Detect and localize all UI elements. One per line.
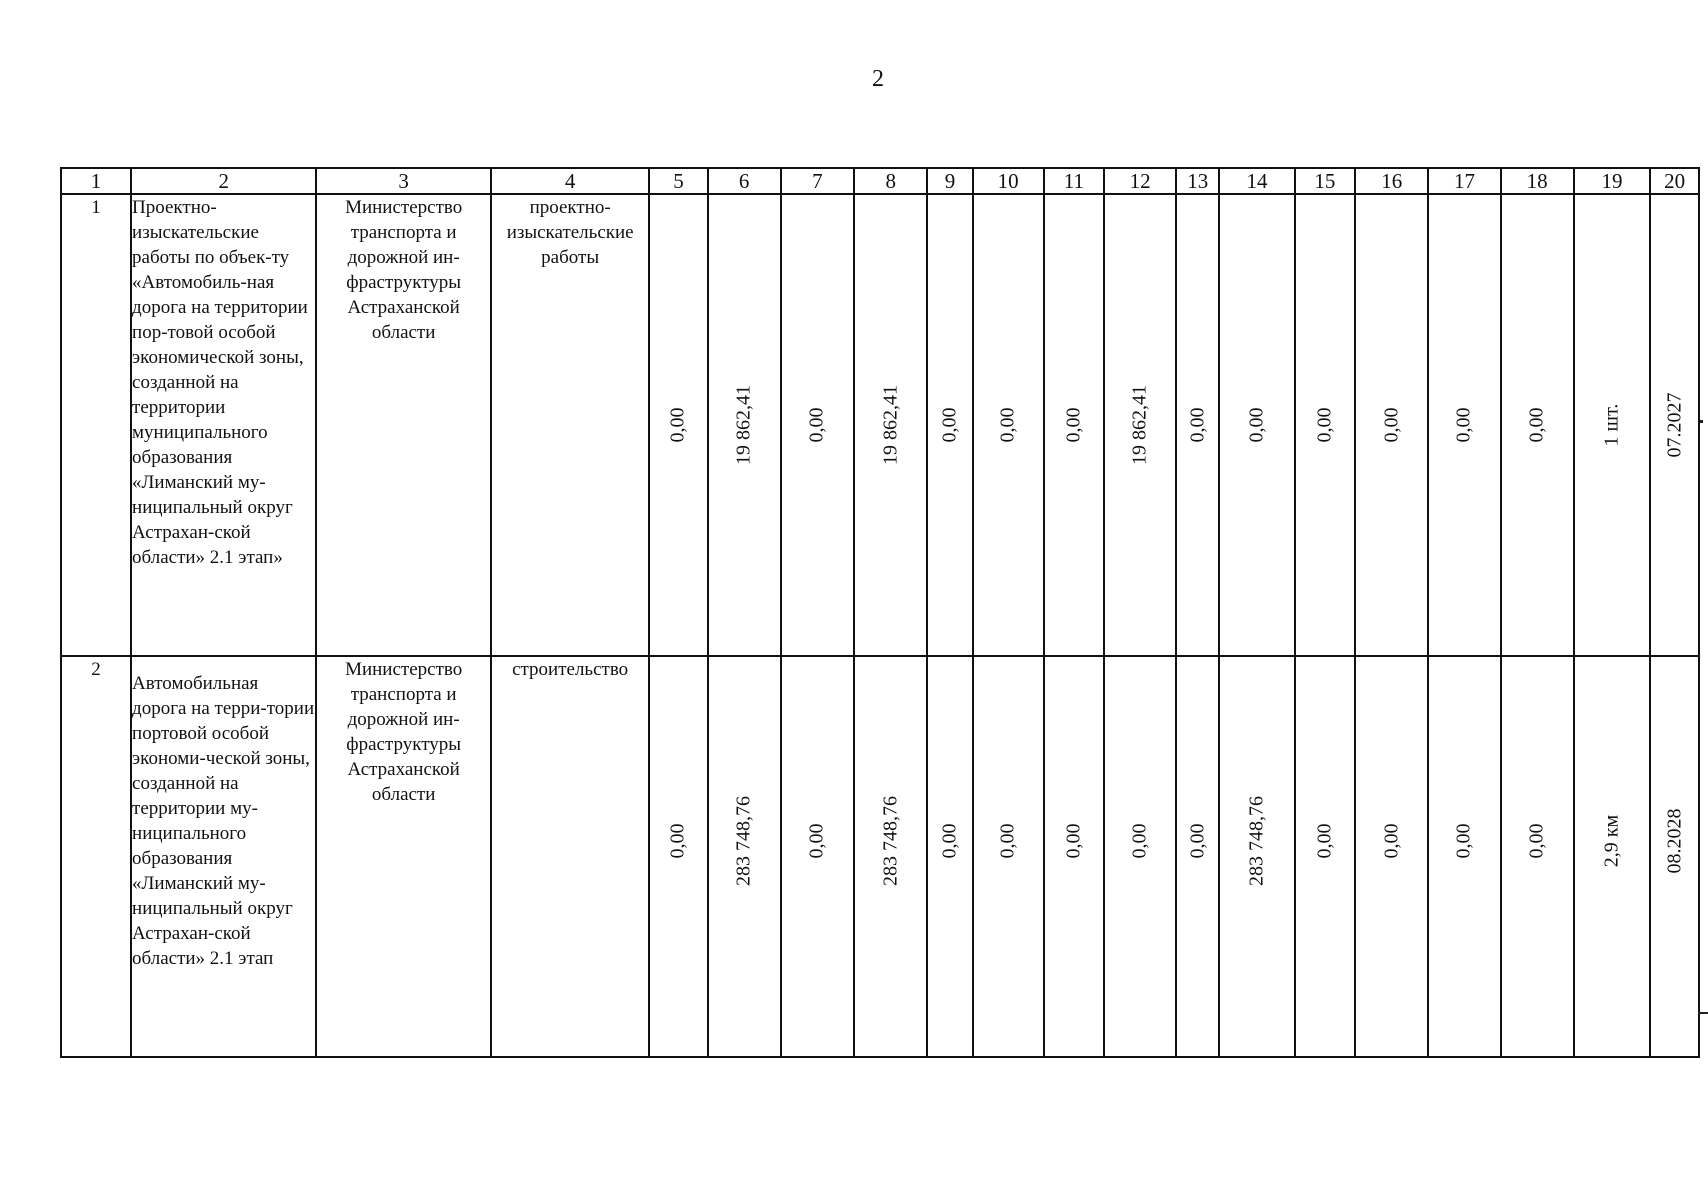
column-number-7: 7 bbox=[781, 168, 854, 194]
table-row bbox=[61, 194, 1699, 656]
column-number-12: 12 bbox=[1104, 168, 1176, 194]
column-number-10: 10 bbox=[973, 168, 1044, 194]
column-number-15: 15 bbox=[1295, 168, 1355, 194]
value-cell-col-8 bbox=[854, 656, 927, 1057]
value-text: 0,00 bbox=[1525, 823, 1548, 859]
column-number-18: 18 bbox=[1501, 168, 1574, 194]
value-cell-col-12 bbox=[1104, 194, 1176, 656]
value-text: 0,00 bbox=[1186, 407, 1209, 443]
value-text: 0,00 bbox=[1186, 823, 1209, 859]
value-cell-col-20 bbox=[1650, 194, 1699, 656]
responsible-organization: Министерство транспорта и дорожной ин-фраструктуры Астраханской области bbox=[316, 656, 491, 1057]
value-cell-col-8 bbox=[854, 194, 927, 656]
value-cell-col-13 bbox=[1176, 656, 1219, 1057]
edge-mark-dot bbox=[1700, 420, 1703, 423]
value-text: 0,00 bbox=[1452, 823, 1475, 859]
value-cell-col-11 bbox=[1044, 656, 1104, 1057]
value-cell-col-10 bbox=[973, 656, 1044, 1057]
object-name: Проектно-изыскательские работы по объек-ту «Автомобиль-ная дорога на территории пор-товой особой экономической зоны, созданной на территории муниципального образования «Лиманский му-ниципальный округ Астрахан-ской области» 2.1 этап» bbox=[131, 194, 316, 656]
value-cell-col-19 bbox=[1574, 656, 1651, 1057]
table-row bbox=[61, 656, 1699, 1057]
value-text: 19 862,41 bbox=[879, 385, 902, 465]
column-number-13: 13 bbox=[1176, 168, 1219, 194]
value-text: 283 748,76 bbox=[732, 795, 755, 886]
column-number-9: 9 bbox=[927, 168, 972, 194]
value-text: 0,00 bbox=[1380, 823, 1403, 859]
value-text: 0,00 bbox=[1245, 407, 1268, 443]
column-number-14: 14 bbox=[1219, 168, 1294, 194]
value-cell-col-6 bbox=[708, 656, 781, 1057]
value-cell-col-15 bbox=[1295, 194, 1355, 656]
row-number: 1 bbox=[61, 194, 131, 656]
column-number-5: 5 bbox=[649, 168, 707, 194]
value-cell-col-20 bbox=[1650, 656, 1699, 1057]
value-text: 0,00 bbox=[1313, 407, 1336, 443]
value-cell-col-9 bbox=[927, 194, 972, 656]
page-number: 2 bbox=[872, 66, 884, 92]
value-cell-col-18 bbox=[1501, 194, 1574, 656]
value-cell-col-16 bbox=[1355, 194, 1428, 656]
value-cell-col-14 bbox=[1219, 656, 1294, 1057]
row-number: 2 bbox=[61, 656, 131, 1057]
value-cell-col-5 bbox=[649, 656, 707, 1057]
column-number-16: 16 bbox=[1355, 168, 1428, 194]
value-cell-col-11 bbox=[1044, 194, 1104, 656]
value-text: 0,00 bbox=[666, 407, 689, 443]
value-text: 08.2028 bbox=[1663, 808, 1686, 874]
column-number-3: 3 bbox=[316, 168, 491, 194]
value-cell-col-13 bbox=[1176, 194, 1219, 656]
column-number-1: 1 bbox=[61, 168, 131, 194]
value-text: 0,00 bbox=[938, 407, 961, 443]
object-name: Автомобильная дорога на терри-тории портовой особой экономи-ческой зоны, созданной на территории му-ниципального образования «Лиманский му-ниципальный округ Астрахан-ской области» 2.1 этап bbox=[131, 656, 316, 1057]
column-number-11: 11 bbox=[1044, 168, 1104, 194]
value-text: 0,00 bbox=[996, 407, 1019, 443]
value-cell-col-17 bbox=[1428, 656, 1500, 1057]
value-cell-col-19 bbox=[1574, 194, 1651, 656]
value-cell-col-16 bbox=[1355, 656, 1428, 1057]
value-text: 19 862,41 bbox=[732, 385, 755, 465]
value-cell-col-17 bbox=[1428, 194, 1500, 656]
column-number-8: 8 bbox=[854, 168, 927, 194]
edge-mark-dash bbox=[1698, 1012, 1708, 1014]
value-cell-col-10 bbox=[973, 194, 1044, 656]
value-text: 07.2027 bbox=[1663, 392, 1686, 458]
value-cell-col-7 bbox=[781, 194, 854, 656]
column-number-17: 17 bbox=[1428, 168, 1500, 194]
value-text: 0,00 bbox=[666, 823, 689, 859]
value-text: 0,00 bbox=[938, 823, 961, 859]
column-number-6: 6 bbox=[708, 168, 781, 194]
value-text: 0,00 bbox=[1128, 823, 1151, 859]
value-text: 283 748,76 bbox=[879, 795, 902, 886]
value-text: 19 862,41 bbox=[1128, 385, 1151, 465]
value-text: 1 шт. bbox=[1600, 403, 1623, 447]
responsible-organization: Министерство транспорта и дорожной ин-фраструктуры Астраханской области bbox=[316, 194, 491, 656]
value-text: 0,00 bbox=[1452, 407, 1475, 443]
column-number-row bbox=[61, 168, 1699, 194]
column-number-19: 19 bbox=[1574, 168, 1651, 194]
value-text: 0,00 bbox=[805, 407, 828, 443]
value-cell-col-9 bbox=[927, 656, 972, 1057]
value-text: 283 748,76 bbox=[1245, 795, 1268, 886]
work-type: проектно-изыскательские работы bbox=[491, 194, 649, 656]
value-text: 0,00 bbox=[1380, 407, 1403, 443]
value-text: 0,00 bbox=[1062, 407, 1085, 443]
value-cell-col-15 bbox=[1295, 656, 1355, 1057]
value-text: 0,00 bbox=[1062, 823, 1085, 859]
value-text: 0,00 bbox=[805, 823, 828, 859]
value-cell-col-7 bbox=[781, 656, 854, 1057]
value-text: 2,9 км bbox=[1600, 814, 1623, 867]
value-text: 0,00 bbox=[1525, 407, 1548, 443]
value-cell-col-6 bbox=[708, 194, 781, 656]
investment-table bbox=[60, 167, 1700, 1058]
value-cell-col-14 bbox=[1219, 194, 1294, 656]
value-cell-col-18 bbox=[1501, 656, 1574, 1057]
value-cell-col-5 bbox=[649, 194, 707, 656]
work-type: строительство bbox=[491, 656, 649, 1057]
value-text: 0,00 bbox=[1313, 823, 1336, 859]
column-number-2: 2 bbox=[131, 168, 316, 194]
value-text: 0,00 bbox=[996, 823, 1019, 859]
value-cell-col-12 bbox=[1104, 656, 1176, 1057]
column-number-4: 4 bbox=[491, 168, 649, 194]
column-number-20: 20 bbox=[1650, 168, 1699, 194]
